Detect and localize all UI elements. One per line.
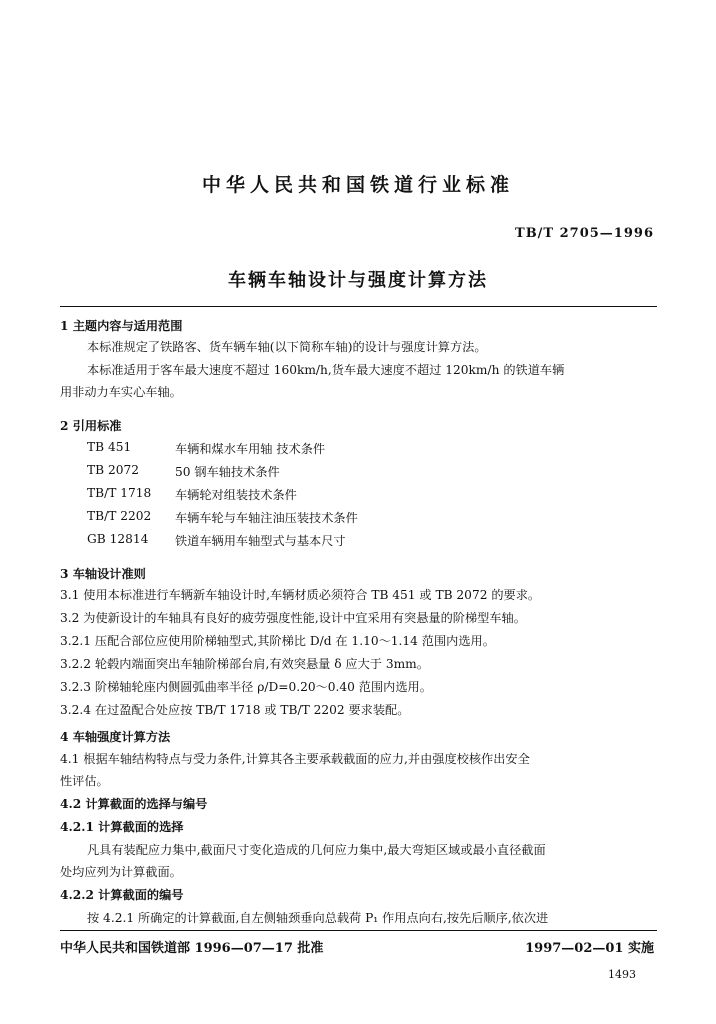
reference-code: TB/T 2202 — [87, 509, 152, 523]
publisher-header: 中华人民共和国铁道行业标准 — [201, 174, 514, 196]
clause-4-2-1-text-line-1: 凡具有装配应力集中,截面尺寸变化造成的几何应力集中,最大弯矩区域或最小直径截面 — [87, 843, 546, 857]
clause-4-1-line-2: 性评估。 — [60, 774, 109, 788]
clause-3-2-1: 3.2.1 压配合部位应使用阶梯轴型式,其阶梯比 D/d 在 1.10～1.14 范围内选用。 — [60, 634, 495, 648]
section-4-heading: 4 车轴强度计算方法 — [60, 730, 171, 744]
clause-3-1: 3.1 使用本标准进行车辆新车轴设计时,车辆材质必须符合 TB 451 或 TB 2072 的要求。 — [60, 588, 541, 602]
clause-3-2-3: 3.2.3 阶梯轴轮座内侧圆弧曲率半径 ρ/D=0.20～0.40 范围内选用。 — [60, 680, 432, 694]
document-title: 车辆车轴设计与强度计算方法 — [228, 270, 488, 291]
approval-line: 中华人民共和国铁道部 1996—07—17 批准 — [60, 941, 324, 956]
reference-code: GB 12814 — [87, 532, 149, 546]
section-2-heading: 2 引用标准 — [60, 419, 122, 433]
reference-title: 车辆轮对组装技术条件 — [175, 488, 297, 502]
clause-4-2-2-text: 按 4.2.1 所确定的计算截面,自左侧轴颈垂向总载荷 P₁ 作用点向右,按先后顺序,依次进 — [87, 911, 549, 925]
reference-title: 铁道车辆用车轴型式与基本尺寸 — [175, 534, 346, 548]
clause-4-2-1-text-line-2: 处均应列为计算截面。 — [60, 865, 182, 879]
section-1-paragraph-1: 本标准规定了铁路客、货车辆车轴(以下简称车轴)的设计与强度计算方法。 — [87, 340, 487, 354]
effective-date: 1997—02—01 实施 — [525, 941, 654, 956]
reference-code: TB 2072 — [87, 463, 139, 477]
clause-4-2-1: 4.2.1 计算截面的选择 — [60, 820, 184, 834]
clause-3-2-4: 3.2.4 在过盈配合处应按 TB/T 1718 或 TB/T 2202 要求装配。 — [60, 703, 410, 717]
reference-title: 50 钢车轴技术条件 — [175, 465, 280, 479]
reference-title: 车辆和煤水车用轴 技术条件 — [175, 442, 326, 456]
clause-3-2: 3.2 为使新设计的车轴具有良好的疲劳强度性能,设计中宜采用有突悬量的阶梯型车轴。 — [60, 611, 526, 625]
section-1-paragraph-2-line-1: 本标准适用于客车最大速度不超过 160km/h,货车最大速度不超过 120km/h 的铁道车辆 — [87, 363, 565, 377]
clause-3-2-2: 3.2.2 轮毂内端面突出车轴阶梯部台肩,有效突悬量 δ 应大于 3mm。 — [60, 657, 429, 671]
clause-4-1-line-1: 4.1 根据车轴结构特点与受力条件,计算其各主要承载截面的应力,并由强度校核作出安全 — [60, 752, 530, 766]
section-1-paragraph-2-line-2: 用非动力车实心车轴。 — [60, 385, 182, 399]
clause-4-2-2: 4.2.2 计算截面的编号 — [60, 888, 184, 902]
page-number: 1493 — [608, 968, 636, 981]
clause-4-2: 4.2 计算截面的选择与编号 — [60, 797, 208, 811]
reference-title: 车辆车轮与车轴注油压装技术条件 — [175, 511, 358, 525]
reference-code: TB/T 1718 — [87, 486, 152, 500]
section-3-heading: 3 车轴设计准则 — [60, 567, 146, 581]
title-divider — [60, 306, 657, 307]
footer-divider — [60, 930, 657, 931]
section-1-heading: 1 主题内容与适用范围 — [60, 319, 183, 333]
reference-code: TB 451 — [87, 440, 132, 454]
standard-number: TB/T 2705—1996 — [515, 226, 654, 241]
